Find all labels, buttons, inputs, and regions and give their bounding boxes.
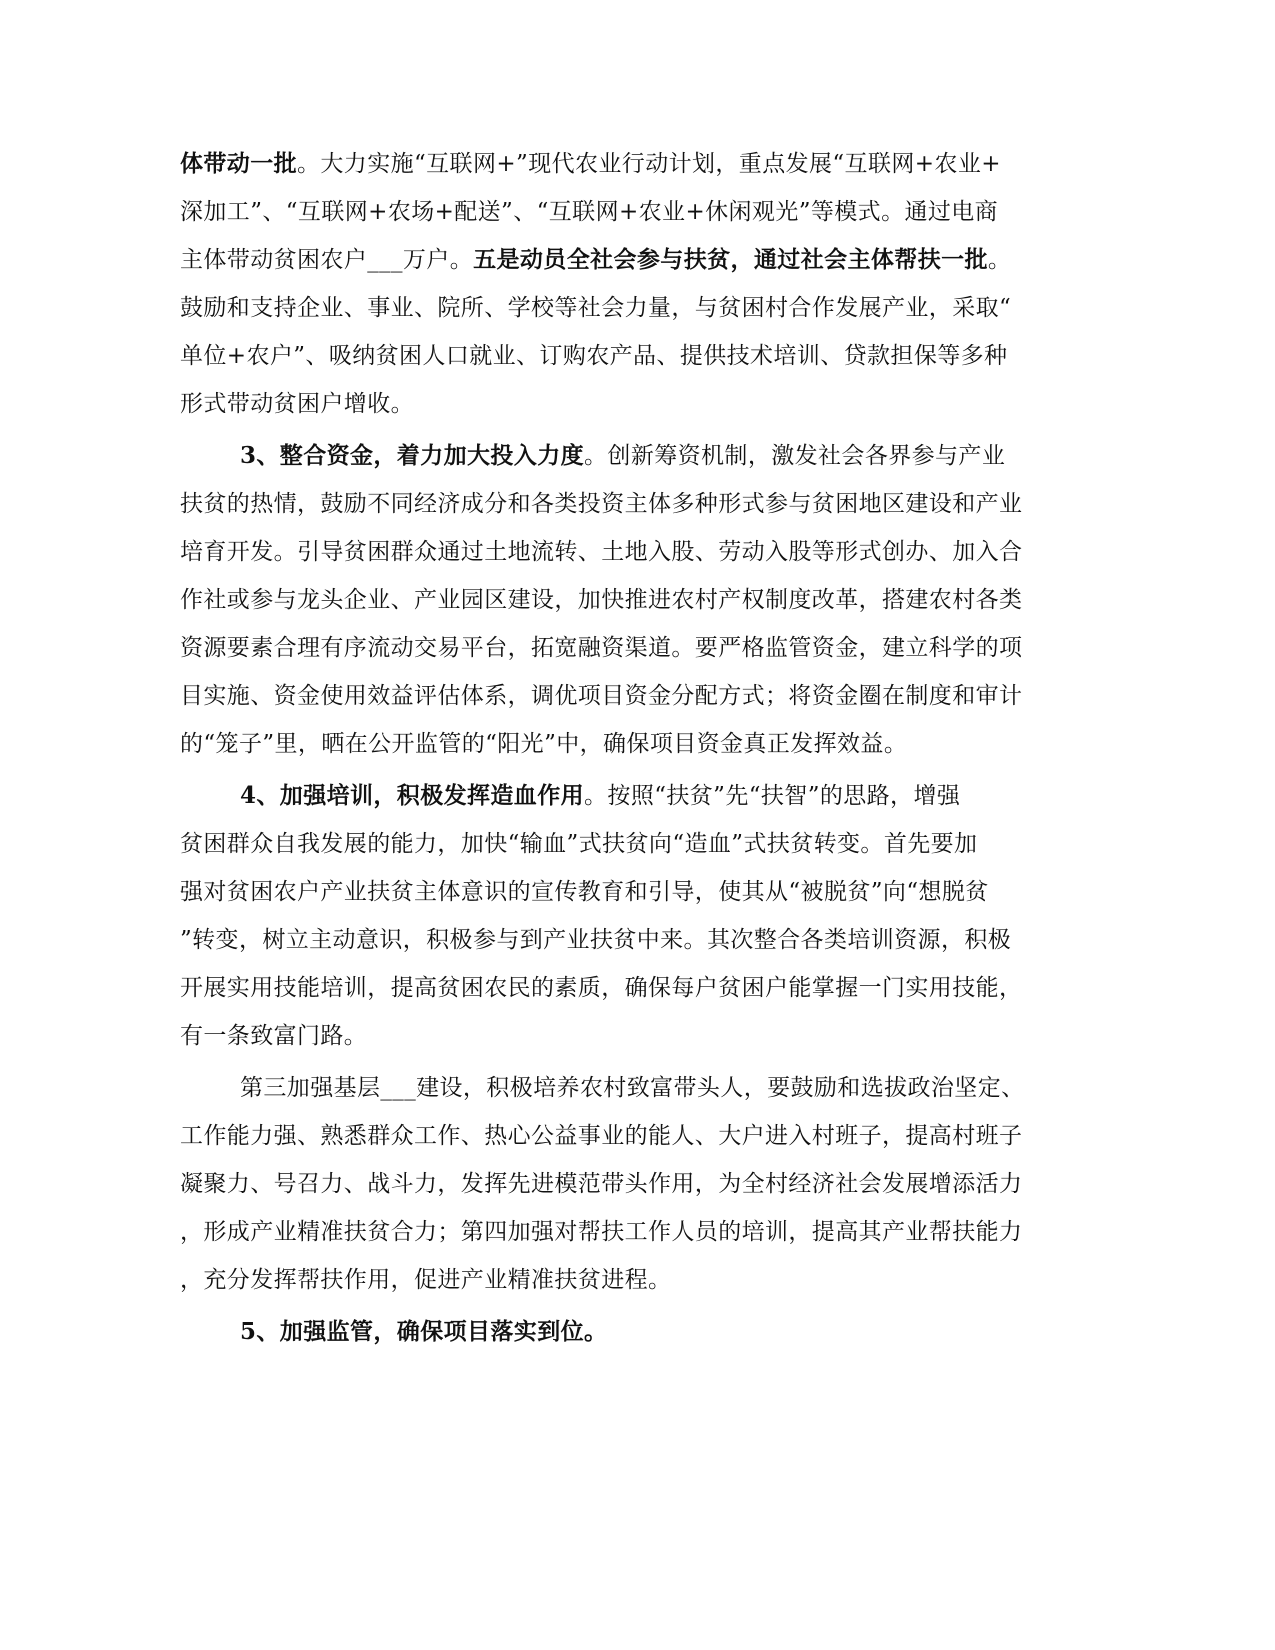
body-text: 。按照“扶贫”先“扶智”的思路，增强 [584, 783, 961, 809]
text-line [180, 1012, 1100, 1060]
body-text: 开展实用技能培训，提高贫困农民的素质，确保每户贫困户能掌握一门实用技能， [180, 975, 1023, 1001]
text-line [180, 380, 1100, 428]
text-line [180, 140, 1100, 188]
body-text: 。大力实施“互联网+”现代农业行动计划，重点发展“互联网+农业+ [297, 151, 1001, 177]
body-text: 的“笼子”里，晒在公开监管的“阳光”中，确保项目资金真正发挥效益。 [180, 731, 908, 757]
body-text: 形式带动贫困户增收。 [180, 391, 414, 417]
document-body [180, 140, 1100, 1356]
body-text: ，形成产业精准扶贫合力；第四加强对帮扶工作人员的培训，提高其产业帮扶能力 [180, 1219, 1023, 1245]
text-line [180, 1308, 1100, 1356]
body-text: 有一条致富门路。 [180, 1023, 368, 1049]
body-text: 作社或参与龙头企业、产业园区建设，加快推进农村产权制度改革，搭建农村各类 [180, 587, 1023, 613]
body-text: ”转变，树立主动意识，积极参与到产业扶贫中来。其次整合各类培训资源，积极 [180, 927, 1012, 953]
text-line [180, 284, 1100, 332]
body-text: 强对贫困农户产业扶贫主体意识的宣传教育和引导，使其从“被脱贫”向“想脱贫 [180, 879, 989, 905]
bold-heading: 五是动员全社会参与扶贫，通过社会主体帮扶一批 [473, 246, 988, 273]
text-line [180, 820, 1100, 868]
body-text: ，充分发挥帮扶作用，促进产业精准扶贫进程。 [180, 1267, 672, 1293]
section-heading-5: 5、加强监管，确保项目落实到位。 [240, 1318, 608, 1345]
text-line [180, 236, 1100, 284]
body-text: 。创新筹资机制，激发社会各界参与产业 [584, 443, 1006, 469]
text-line [180, 480, 1100, 528]
section-heading-4: 4、加强培训，积极发挥造血作用 [240, 782, 585, 809]
text-line [180, 332, 1100, 380]
text-line [180, 720, 1100, 768]
body-text: 。 [987, 247, 1012, 273]
body-text: 深加工”、“互联网+农场+配送”、“互联网+农业+休闲观光”等模式。通过电商 [180, 199, 999, 225]
section-heading-3: 3、整合资金，着力加大投入力度 [240, 442, 585, 469]
body-text: 第三加强基层___建设，积极培养农村致富带头人，要鼓励和选拔政治坚定、 [240, 1075, 1025, 1101]
text-line [180, 1064, 1100, 1112]
text-line [180, 188, 1100, 236]
text-line [180, 772, 1100, 820]
text-line [180, 576, 1100, 624]
body-text: 扶贫的热情，鼓励不同经济成分和各类投资主体多种形式参与贫困地区建设和产业 [180, 491, 1023, 517]
text-line [180, 964, 1100, 1012]
text-line [180, 1256, 1100, 1304]
body-text: 工作能力强、熟悉群众工作、热心公益事业的能人、大户进入村班子，提高村班子 [180, 1123, 1023, 1149]
text-line [180, 432, 1100, 480]
body-text: 目实施、资金使用效益评估体系，调优项目资金分配方式；将资金圈在制度和审计 [180, 683, 1023, 709]
text-line [180, 624, 1100, 672]
text-line [180, 916, 1100, 964]
text-line [180, 672, 1100, 720]
text-line [180, 1160, 1100, 1208]
body-text: 鼓励和支持企业、事业、院所、学校等社会力量，与贫困村合作发展产业，采取“ [180, 295, 1012, 321]
text-line [180, 868, 1100, 916]
body-text: 单位+农户”、吸纳贫困人口就业、订购农产品、提供技术培训、贷款担保等多种 [180, 343, 1008, 369]
text-line [180, 1112, 1100, 1160]
body-text: 凝聚力、号召力、战斗力，发挥先进模范带头作用，为全村经济社会发展增添活力 [180, 1171, 1023, 1197]
body-text: 贫困群众自我发展的能力，加快“输血”式扶贫向“造血”式扶贫转变。首先要加 [180, 831, 978, 857]
text-line [180, 1208, 1100, 1256]
text-line [180, 528, 1100, 576]
bold-heading: 体带动一批 [180, 150, 297, 177]
body-text: 主体带动贫困农户___万户。 [180, 247, 474, 273]
body-text: 资源要素合理有序流动交易平台，拓宽融资渠道。要严格监管资金，建立科学的项 [180, 635, 1023, 661]
body-text: 培育开发。引导贫困群众通过土地流转、土地入股、劳动入股等形式创办、加入合 [180, 539, 1023, 565]
